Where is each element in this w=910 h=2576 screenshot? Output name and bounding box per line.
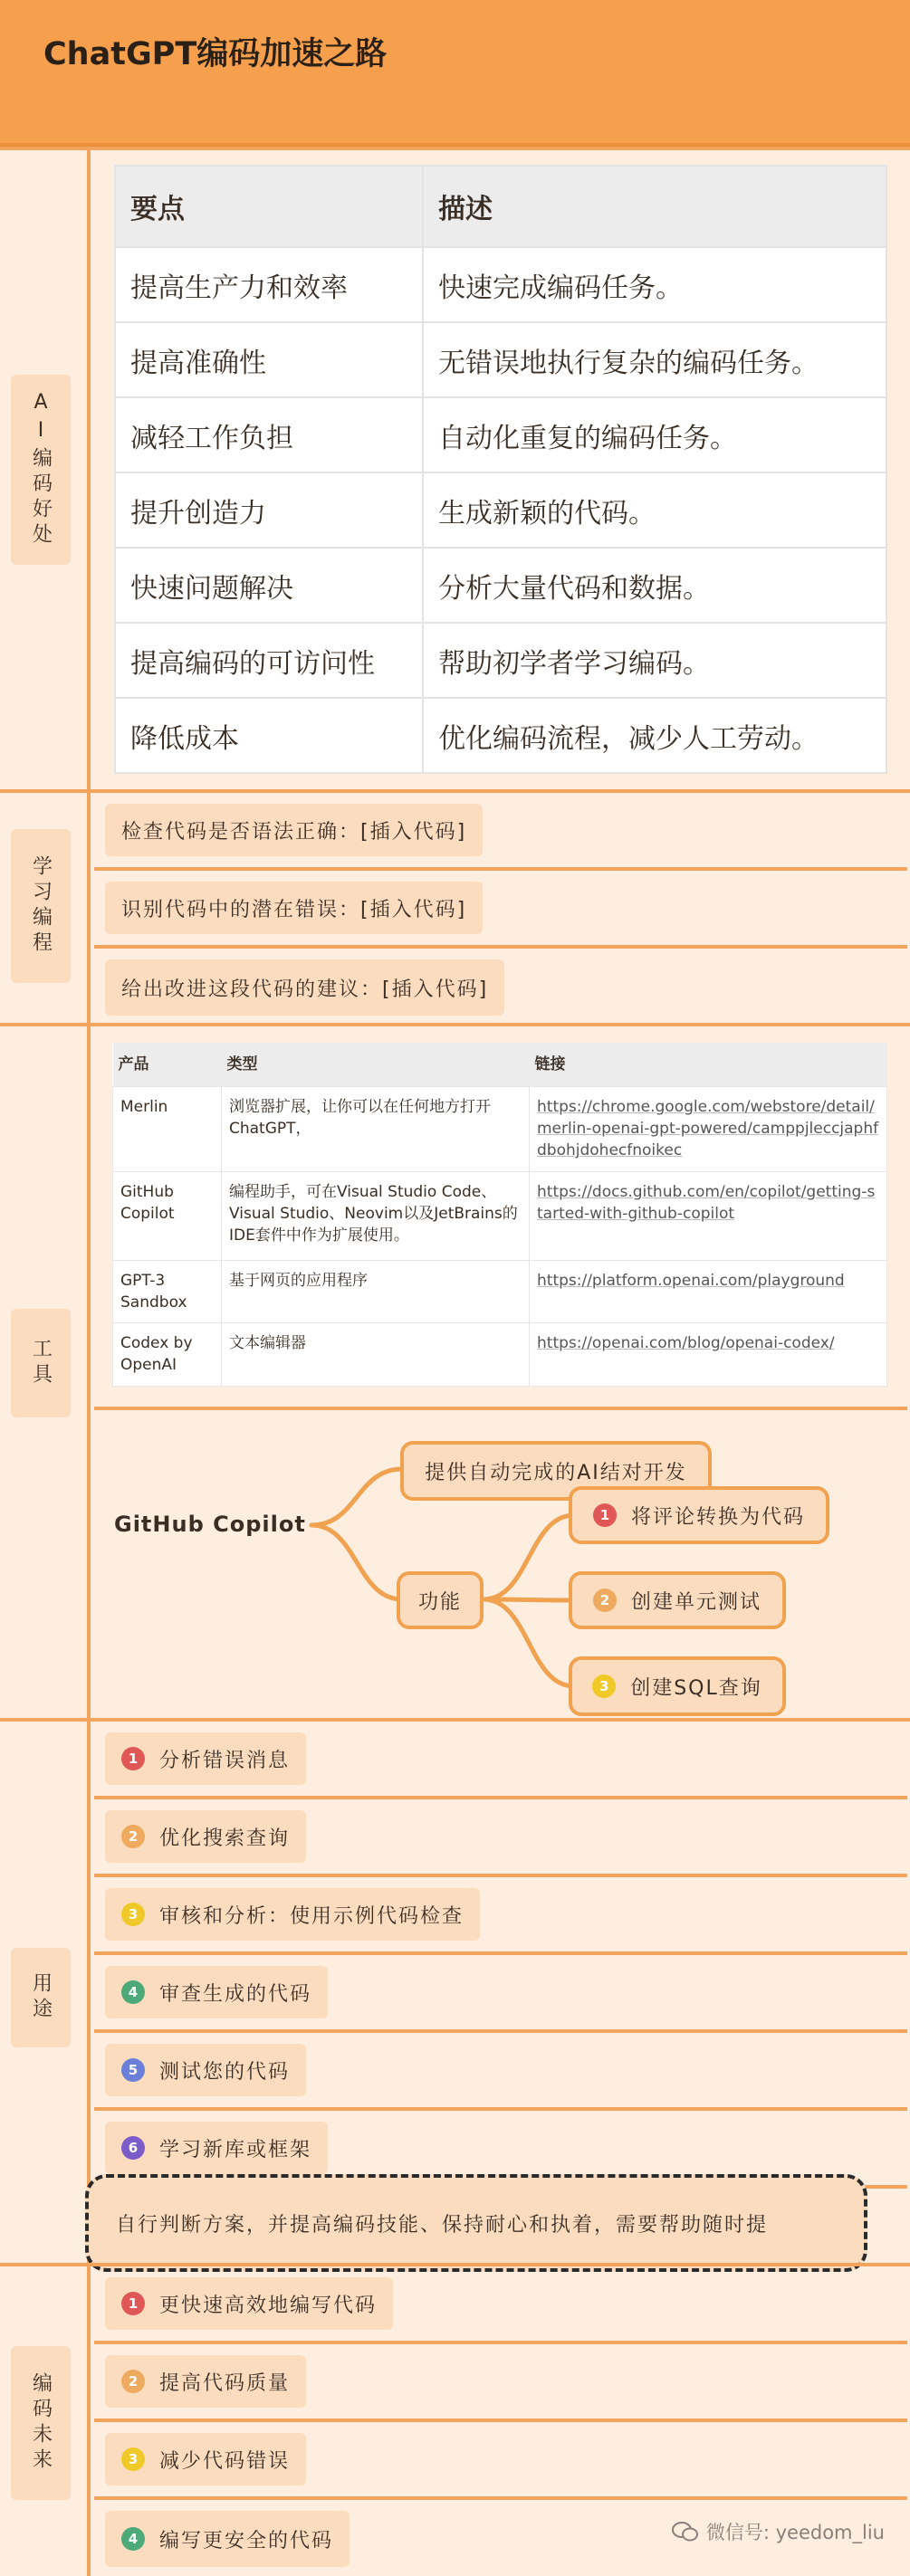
learning-item-1: 检查代码是否语法正确：[插入代码] xyxy=(105,804,483,856)
mindmap-feature-node: 功能 xyxy=(397,1571,484,1629)
wechat-icon xyxy=(672,2521,699,2543)
table-cell: 无错误地执行复杂的编码任务。 xyxy=(423,322,886,397)
table-cell: Codex by OpenAI xyxy=(113,1323,222,1387)
tools-table xyxy=(112,1043,887,1387)
use-item-2 xyxy=(105,1810,306,1863)
table-row xyxy=(115,247,886,322)
number-1-icon: 1 xyxy=(121,2292,145,2315)
side-label-uses: 用途 xyxy=(11,1948,71,2047)
link-codex[interactable]: https://openai.com/blog/openai-codex/ xyxy=(530,1323,887,1387)
list-item xyxy=(94,2422,907,2500)
table-cell: 提高生产力和效率 xyxy=(115,247,423,322)
table-header-row xyxy=(115,166,886,247)
table-row xyxy=(113,1087,887,1172)
number-2-icon: 2 xyxy=(593,1589,617,1612)
header-banner xyxy=(0,0,910,147)
table-header-cell: 链接 xyxy=(530,1043,887,1087)
table-header-cell: 要点 xyxy=(115,166,423,247)
use-item-label: 测试您的代码 xyxy=(159,2060,291,2084)
list-item xyxy=(94,1722,907,1799)
table-cell: GitHub Copilot xyxy=(113,1172,222,1261)
use-item-label: 审查生成的代码 xyxy=(159,1982,312,2006)
table-cell: 优化编码流程，减少人工劳动。 xyxy=(423,698,886,773)
table-cell: 编程助手，可在Visual Studio Code、Visual Studio、Neovim以及JetBrains的IDE套件中作为扩展使用。 xyxy=(222,1172,530,1261)
table-row xyxy=(115,548,886,623)
page-title: ChatGPT编码加速之路 xyxy=(43,36,388,72)
list-item xyxy=(94,871,907,949)
future-item-label: 更快速高效地编写代码 xyxy=(159,2294,378,2317)
list-item xyxy=(94,2344,907,2422)
table-cell: 生成新颖的代码。 xyxy=(423,472,886,548)
side-column xyxy=(0,1026,91,1722)
table-row xyxy=(113,1172,887,1261)
use-item-3 xyxy=(105,1888,480,1941)
mindmap-feature-1 xyxy=(569,1486,829,1544)
link-gpt3-sandbox[interactable]: https://platform.openai.com/playground xyxy=(530,1261,887,1323)
number-1-icon: 1 xyxy=(593,1503,617,1527)
side-label-learning: 学习编程 xyxy=(11,829,71,983)
table-header-cell: 类型 xyxy=(222,1043,530,1087)
number-2-icon: 2 xyxy=(121,2370,145,2393)
future-item-3 xyxy=(105,2433,306,2485)
number-4-icon: 4 xyxy=(121,2527,145,2551)
table-cell: 提高准确性 xyxy=(115,322,423,397)
table-row xyxy=(113,1261,887,1323)
connector-feature-3 xyxy=(484,1599,574,1686)
mindmap-feature-label: 创建SQL查询 xyxy=(630,1676,762,1700)
watermark-text: 微信号: yeedom_liu xyxy=(705,2522,885,2543)
learning-item-3: 给出改进这段代码的建议：[插入代码] xyxy=(105,959,504,1016)
table-cell: 快速问题解决 xyxy=(115,548,423,623)
table-cell: 提升创造力 xyxy=(115,472,423,548)
side-label-benefits: AI编码好处 xyxy=(11,375,71,565)
mindmap-feature-2 xyxy=(569,1571,786,1629)
future-item-label: 编写更安全的代码 xyxy=(159,2529,334,2552)
use-item-label: 审核和分析：使用示例代码检查 xyxy=(159,1904,465,1928)
table-cell: 提高编码的可访问性 xyxy=(115,623,423,698)
future-item-label: 提高代码质量 xyxy=(159,2371,291,2395)
list-item xyxy=(94,2033,907,2111)
side-column xyxy=(0,793,91,1026)
list-item xyxy=(94,1799,907,1877)
future-item-4 xyxy=(105,2511,350,2567)
table-cell: 减轻工作负担 xyxy=(115,397,423,472)
number-6-icon: 6 xyxy=(121,2136,145,2160)
tip-callout: 自行判断方案，并提高编码技能、保持耐心和执着，需要帮助随时提 xyxy=(85,2174,867,2272)
future-item-2 xyxy=(105,2355,306,2408)
link-github-copilot[interactable]: https://docs.github.com/en/copilot/getting-started-with-github-copilot xyxy=(530,1172,887,1261)
connector-root-feature xyxy=(311,1525,402,1599)
table-cell: 文本编辑器 xyxy=(222,1323,530,1387)
table-header-cell: 产品 xyxy=(113,1043,222,1087)
table-cell: 降低成本 xyxy=(115,698,423,773)
number-5-icon: 5 xyxy=(121,2058,145,2082)
use-item-5 xyxy=(105,2044,306,2096)
watermark xyxy=(672,2518,885,2545)
benefits-table xyxy=(114,165,887,774)
section-learning xyxy=(0,789,910,1026)
use-item-label: 分析错误消息 xyxy=(159,1749,291,1772)
connector-feature-1 xyxy=(484,1515,574,1599)
table-cell: 分析大量代码和数据。 xyxy=(423,548,886,623)
mindmap-top-node: 提供自动完成的AI结对开发 xyxy=(400,1441,712,1501)
learning-item-2: 识别代码中的潜在错误：[插入代码] xyxy=(105,882,483,934)
table-row xyxy=(113,1323,887,1387)
link-merlin[interactable]: https://chrome.google.com/webstore/detail/merlin-openai-gpt-powered/camppjleccjaphfdbohjdohecfnoikec xyxy=(530,1087,887,1172)
table-cell: 浏览器扩展，让你可以在任何地方打开ChatGPT， xyxy=(222,1087,530,1172)
side-label-tools: 工具 xyxy=(11,1309,71,1417)
side-column xyxy=(0,150,91,793)
table-row xyxy=(115,322,886,397)
mindmap-feature-label: 将评论转换为代码 xyxy=(630,1505,805,1529)
use-item-label: 优化搜索查询 xyxy=(159,1827,291,1850)
table-row xyxy=(115,623,886,698)
use-item-6 xyxy=(105,2122,328,2174)
mindmap xyxy=(94,1410,907,1722)
table-row xyxy=(115,397,886,472)
tools-table-area xyxy=(94,1026,907,1410)
section-tools xyxy=(0,1023,910,1722)
future-item-1 xyxy=(105,2277,393,2330)
list-item xyxy=(94,793,907,871)
list-item xyxy=(94,1955,907,2033)
number-3-icon: 3 xyxy=(121,1903,145,1926)
connector-root-top xyxy=(311,1469,402,1525)
side-label-future: 编码未来 xyxy=(11,2346,71,2500)
table-header-cell: 描述 xyxy=(423,166,886,247)
list-item xyxy=(94,2266,907,2344)
number-4-icon: 4 xyxy=(121,1980,145,2004)
table-cell: GPT-3 Sandbox xyxy=(113,1261,222,1323)
table-cell: 快速完成编码任务。 xyxy=(423,247,886,322)
table-cell: Merlin xyxy=(113,1087,222,1172)
side-column xyxy=(0,1722,91,2266)
future-item-label: 减少代码错误 xyxy=(159,2449,291,2473)
table-row xyxy=(115,472,886,548)
use-item-4 xyxy=(105,1966,328,2018)
number-3-icon: 3 xyxy=(592,1674,616,1698)
number-2-icon: 2 xyxy=(121,1825,145,1848)
use-item-label: 学习新库或框架 xyxy=(159,2138,312,2161)
number-3-icon: 3 xyxy=(121,2447,145,2471)
table-cell: 基于网页的应用程序 xyxy=(222,1261,530,1323)
section-benefits xyxy=(0,147,910,793)
list-item xyxy=(94,1877,907,1955)
mindmap-feature-3 xyxy=(569,1656,786,1716)
table-header-row xyxy=(113,1043,887,1087)
mindmap-feature-label: 创建单元测试 xyxy=(630,1590,762,1614)
use-item-1 xyxy=(105,1732,306,1785)
table-row xyxy=(115,698,886,773)
side-column xyxy=(0,2266,91,2576)
list-item xyxy=(94,949,907,1026)
table-cell: 自动化重复的编码任务。 xyxy=(423,397,886,472)
number-1-icon: 1 xyxy=(121,1747,145,1770)
table-cell: 帮助初学者学习编码。 xyxy=(423,623,886,698)
mindmap-root: GitHub Copilot xyxy=(114,1512,306,1537)
